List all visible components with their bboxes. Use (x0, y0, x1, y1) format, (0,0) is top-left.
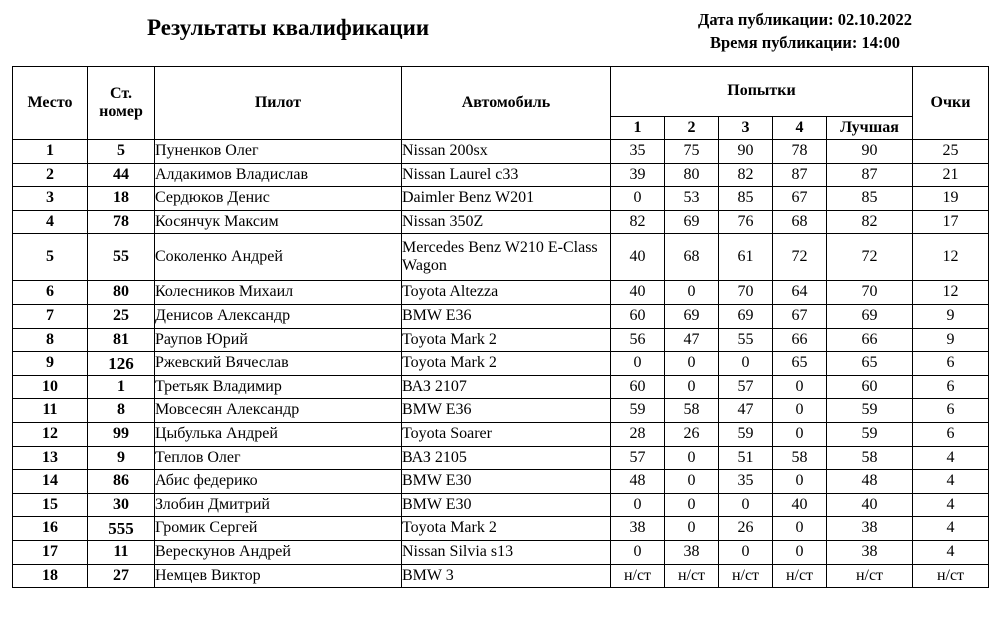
cell-attempt-4: 65 (773, 352, 827, 376)
cell-place: 18 (13, 564, 88, 588)
cell-car: ВАЗ 2107 (402, 375, 611, 399)
cell-place: 14 (13, 470, 88, 494)
cell-car: Mercedes Benz W210 E-Class Wagon (402, 234, 611, 281)
cell-number: 30 (88, 493, 155, 517)
cell-number: 44 (88, 163, 155, 187)
cell-best: 85 (827, 187, 913, 211)
cell-pilot: Немцев Виктор (155, 564, 402, 588)
cell-attempt-4: 0 (773, 399, 827, 423)
cell-attempt-1: 48 (611, 470, 665, 494)
cell-best: 65 (827, 352, 913, 376)
cell-pilot: Ржевский Вячеслав (155, 352, 402, 376)
results-table (12, 66, 989, 588)
cell-place: 12 (13, 422, 88, 446)
cell-attempt-1: 57 (611, 446, 665, 470)
cell-points: н/ст (913, 564, 989, 588)
cell-best: 48 (827, 470, 913, 494)
cell-pilot: Колесников Михаил (155, 281, 402, 305)
cell-car: BMW E30 (402, 470, 611, 494)
table-row (13, 446, 989, 470)
cell-attempt-2: 0 (665, 352, 719, 376)
cell-attempt-2: 0 (665, 375, 719, 399)
cell-pilot: Злобин Дмитрий (155, 493, 402, 517)
header-attempt-3: 3 (719, 117, 773, 140)
cell-attempt-4: 58 (773, 446, 827, 470)
header-pilot: Пилот (155, 67, 402, 140)
cell-attempt-2: 0 (665, 470, 719, 494)
cell-pilot: Цыбулька Андрей (155, 422, 402, 446)
cell-car: Nissan 200sx (402, 140, 611, 164)
cell-points: 12 (913, 234, 989, 281)
cell-attempt-4: 78 (773, 140, 827, 164)
cell-best: 66 (827, 328, 913, 352)
cell-attempt-3: 55 (719, 328, 773, 352)
cell-number: 86 (88, 470, 155, 494)
cell-attempt-2: 0 (665, 446, 719, 470)
cell-attempt-3: 26 (719, 517, 773, 541)
cell-place: 15 (13, 493, 88, 517)
table-row (13, 422, 989, 446)
cell-place: 4 (13, 210, 88, 234)
cell-best: 38 (827, 540, 913, 564)
cell-attempt-3: н/ст (719, 564, 773, 588)
cell-attempt-4: 0 (773, 470, 827, 494)
cell-attempt-2: 26 (665, 422, 719, 446)
cell-points: 4 (913, 446, 989, 470)
cell-points: 4 (913, 493, 989, 517)
cell-attempt-4: 67 (773, 304, 827, 328)
cell-attempt-1: 28 (611, 422, 665, 446)
cell-pilot: Громик Сергей (155, 517, 402, 541)
cell-pilot: Соколенко Андрей (155, 234, 402, 281)
cell-car: ВАЗ 2105 (402, 446, 611, 470)
cell-car: BMW E36 (402, 399, 611, 423)
cell-place: 3 (13, 187, 88, 211)
cell-attempt-4: 66 (773, 328, 827, 352)
table-row (13, 163, 989, 187)
table-row (13, 304, 989, 328)
cell-attempt-3: 47 (719, 399, 773, 423)
cell-points: 6 (913, 375, 989, 399)
cell-pilot: Денисов Александр (155, 304, 402, 328)
cell-pilot: Верескунов Андрей (155, 540, 402, 564)
cell-attempt-1: 35 (611, 140, 665, 164)
table-row (13, 210, 989, 234)
cell-attempt-1: 38 (611, 517, 665, 541)
cell-attempt-3: 0 (719, 540, 773, 564)
cell-attempt-1: 56 (611, 328, 665, 352)
cell-place: 8 (13, 328, 88, 352)
table-row (13, 399, 989, 423)
cell-number: 78 (88, 210, 155, 234)
cell-attempt-2: 69 (665, 304, 719, 328)
cell-place: 9 (13, 352, 88, 376)
cell-attempt-3: 59 (719, 422, 773, 446)
cell-points: 6 (913, 422, 989, 446)
cell-points: 6 (913, 399, 989, 423)
header-points: Очки (913, 67, 989, 140)
cell-attempt-2: 68 (665, 234, 719, 281)
cell-points: 4 (913, 540, 989, 564)
cell-car: BMW E30 (402, 493, 611, 517)
cell-attempt-2: 0 (665, 281, 719, 305)
cell-attempt-3: 61 (719, 234, 773, 281)
cell-attempt-4: 87 (773, 163, 827, 187)
cell-attempt-3: 51 (719, 446, 773, 470)
header-place: Место (13, 67, 88, 140)
cell-number: 27 (88, 564, 155, 588)
cell-number: 80 (88, 281, 155, 305)
cell-attempt-4: 0 (773, 540, 827, 564)
table-row (13, 140, 989, 164)
table-row (13, 375, 989, 399)
cell-points: 9 (913, 304, 989, 328)
header-car: Автомобиль (402, 67, 611, 140)
cell-car: BMW 3 (402, 564, 611, 588)
cell-car: Toyota Mark 2 (402, 328, 611, 352)
cell-number: 126 (88, 352, 155, 376)
cell-attempt-3: 69 (719, 304, 773, 328)
table-row (13, 281, 989, 305)
cell-best: н/ст (827, 564, 913, 588)
header-best: Лучшая (827, 117, 913, 140)
cell-attempt-2: 69 (665, 210, 719, 234)
cell-points: 9 (913, 328, 989, 352)
header-attempt-4: 4 (773, 117, 827, 140)
cell-attempt-4: 72 (773, 234, 827, 281)
table-row (13, 352, 989, 376)
cell-best: 90 (827, 140, 913, 164)
cell-best: 58 (827, 446, 913, 470)
cell-best: 72 (827, 234, 913, 281)
cell-pilot: Раупов Юрий (155, 328, 402, 352)
cell-number: 5 (88, 140, 155, 164)
cell-number: 9 (88, 446, 155, 470)
cell-pilot: Пуненков Олег (155, 140, 402, 164)
header-attempt-1: 1 (611, 117, 665, 140)
cell-number: 18 (88, 187, 155, 211)
cell-place: 6 (13, 281, 88, 305)
cell-attempt-2: н/ст (665, 564, 719, 588)
table-row (13, 187, 989, 211)
cell-attempt-4: 0 (773, 422, 827, 446)
cell-attempt-3: 57 (719, 375, 773, 399)
cell-attempt-4: 0 (773, 375, 827, 399)
header-number: Ст. номер (88, 67, 155, 140)
cell-attempt-1: 82 (611, 210, 665, 234)
cell-attempt-4: 40 (773, 493, 827, 517)
cell-attempt-2: 0 (665, 517, 719, 541)
cell-place: 7 (13, 304, 88, 328)
cell-car: Toyota Soarer (402, 422, 611, 446)
cell-attempt-1: 0 (611, 352, 665, 376)
cell-points: 12 (913, 281, 989, 305)
cell-car: Toyota Mark 2 (402, 352, 611, 376)
cell-attempt-4: 68 (773, 210, 827, 234)
cell-best: 40 (827, 493, 913, 517)
cell-attempt-3: 90 (719, 140, 773, 164)
cell-points: 4 (913, 517, 989, 541)
cell-best: 82 (827, 210, 913, 234)
cell-attempt-1: 40 (611, 234, 665, 281)
cell-attempt-3: 0 (719, 493, 773, 517)
cell-car: Toyota Altezza (402, 281, 611, 305)
cell-place: 11 (13, 399, 88, 423)
cell-number: 55 (88, 234, 155, 281)
cell-attempt-1: н/ст (611, 564, 665, 588)
cell-attempt-3: 70 (719, 281, 773, 305)
cell-pilot: Третьяк Владимир (155, 375, 402, 399)
cell-points: 19 (913, 187, 989, 211)
cell-best: 59 (827, 422, 913, 446)
cell-attempt-3: 76 (719, 210, 773, 234)
cell-place: 1 (13, 140, 88, 164)
cell-attempt-1: 0 (611, 187, 665, 211)
cell-place: 17 (13, 540, 88, 564)
cell-best: 59 (827, 399, 913, 423)
cell-attempt-3: 85 (719, 187, 773, 211)
cell-attempt-2: 80 (665, 163, 719, 187)
cell-attempt-4: 64 (773, 281, 827, 305)
header-attempt-2: 2 (665, 117, 719, 140)
cell-attempt-2: 47 (665, 328, 719, 352)
table-row (13, 470, 989, 494)
cell-attempt-2: 75 (665, 140, 719, 164)
cell-attempt-3: 35 (719, 470, 773, 494)
publication-date: Дата публикации: 02.10.2022 (698, 10, 912, 29)
cell-best: 38 (827, 517, 913, 541)
cell-place: 10 (13, 375, 88, 399)
results-body (13, 140, 989, 588)
cell-attempt-4: н/ст (773, 564, 827, 588)
cell-number: 555 (88, 517, 155, 541)
cell-attempt-3: 0 (719, 352, 773, 376)
cell-pilot: Сердюков Денис (155, 187, 402, 211)
table-row (13, 493, 989, 517)
cell-attempt-1: 59 (611, 399, 665, 423)
cell-attempt-2: 38 (665, 540, 719, 564)
cell-pilot: Алдакимов Владислав (155, 163, 402, 187)
cell-attempt-1: 0 (611, 493, 665, 517)
cell-number: 11 (88, 540, 155, 564)
cell-best: 69 (827, 304, 913, 328)
header-attempts: Попытки (611, 67, 913, 117)
cell-car: BMW E36 (402, 304, 611, 328)
cell-attempt-2: 53 (665, 187, 719, 211)
cell-pilot: Теплов Олег (155, 446, 402, 470)
cell-number: 81 (88, 328, 155, 352)
cell-attempt-1: 39 (611, 163, 665, 187)
cell-car: Toyota Mark 2 (402, 517, 611, 541)
cell-car: Nissan Laurel c33 (402, 163, 611, 187)
cell-points: 21 (913, 163, 989, 187)
cell-number: 8 (88, 399, 155, 423)
cell-attempt-4: 67 (773, 187, 827, 211)
cell-number: 1 (88, 375, 155, 399)
table-row (13, 517, 989, 541)
cell-attempt-1: 0 (611, 540, 665, 564)
cell-points: 4 (913, 470, 989, 494)
cell-pilot: Абис федерико (155, 470, 402, 494)
publication-info (660, 8, 950, 54)
cell-attempt-1: 40 (611, 281, 665, 305)
cell-attempt-3: 82 (719, 163, 773, 187)
cell-best: 87 (827, 163, 913, 187)
table-row (13, 328, 989, 352)
table-row (13, 540, 989, 564)
cell-place: 5 (13, 234, 88, 281)
cell-place: 13 (13, 446, 88, 470)
cell-attempt-1: 60 (611, 304, 665, 328)
cell-attempt-4: 0 (773, 517, 827, 541)
cell-number: 25 (88, 304, 155, 328)
cell-car: Nissan 350Z (402, 210, 611, 234)
cell-place: 2 (13, 163, 88, 187)
cell-pilot: Косянчук Максим (155, 210, 402, 234)
cell-best: 70 (827, 281, 913, 305)
table-row (13, 564, 989, 588)
table-row (13, 234, 989, 281)
cell-car: Daimler Benz W201 (402, 187, 611, 211)
cell-points: 17 (913, 210, 989, 234)
page-title: Результаты квалификации (147, 15, 430, 40)
cell-points: 6 (913, 352, 989, 376)
cell-pilot: Мовсесян Александр (155, 399, 402, 423)
cell-attempt-1: 60 (611, 375, 665, 399)
cell-number: 99 (88, 422, 155, 446)
publication-time: Время публикации: 14:00 (709, 33, 901, 52)
cell-attempt-2: 0 (665, 493, 719, 517)
cell-car: Nissan Silvia s13 (402, 540, 611, 564)
cell-attempt-2: 58 (665, 399, 719, 423)
cell-place: 16 (13, 517, 88, 541)
cell-points: 25 (913, 140, 989, 164)
cell-best: 60 (827, 375, 913, 399)
